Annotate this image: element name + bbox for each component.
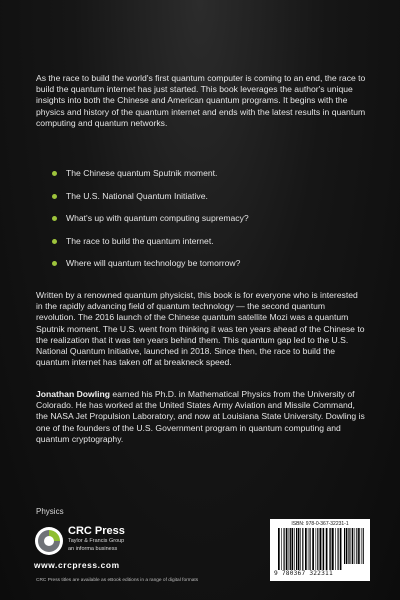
price-barcode-icon (344, 528, 364, 564)
barcode-digits: 9 780367 322311 (274, 570, 333, 577)
bullet-item (66, 191, 366, 202)
isbn-label: ISBN: 978-0-367-32231-1 (291, 521, 349, 527)
description-paragraph: Written by a renowned quantum physicist, this book is for everyone who is interested in the rapidly advancing field of quantum technology — the second quantum revolution. The 2016 launch of the Chinese quantum satellite Mozi was a quantum Sputnik moment. The U.S. went from thinking it was ten years ahead of the Chinese to the realization that it was ten years behind them. This quantum gap led to the U.S. National Quantum Initiative, launched in 2018. Since then, the race to build the quantum internet has taken off at breakneck speed. (36, 290, 365, 368)
barcode-icon (278, 528, 342, 570)
ebook-note: CRC Press titles are available as eBook editions in a range of digital formats (36, 578, 199, 583)
publisher-group: Taylor & Francis Group (68, 538, 125, 544)
feature-bullet-list (66, 168, 366, 281)
bullet-dot-icon (52, 194, 57, 199)
author-bio (36, 389, 366, 445)
description-intro: As the race to build the world's first quantum computer is coming to an end, the race to build the quantum internet has just started. This book leverages the author's unique insights into both the Chinese and American quantum programs. It begins with the physics and history of the quantum internet and ends with the latest results in quantum computing and quantum networks. (36, 73, 366, 128)
crc-press-logo-icon (34, 526, 64, 556)
bullet-dot-icon (52, 171, 57, 176)
publisher-name: CRC Press (68, 525, 125, 537)
subject-category: Physics (36, 507, 64, 516)
bullet-text: The U.S. National Quantum Initiative. (66, 190, 208, 201)
bullet-dot-icon (52, 261, 57, 266)
bullet-text: The race to build the quantum internet. (66, 235, 214, 246)
publisher-url: www.crcpress.com (34, 560, 120, 570)
bullet-text: The Chinese quantum Sputnik moment. (66, 168, 218, 178)
bullet-item (66, 213, 366, 224)
bullet-dot-icon (52, 239, 57, 244)
bullet-dot-icon (52, 216, 57, 221)
isbn-barcode-block (270, 519, 370, 581)
bullet-item (66, 258, 366, 269)
author-bio-text: earned his Ph.D. in Mathematical Physics from the University of Colorado. He has worked at the United States Army Aviation and Missile Command, the NASA Jet Propulsion Laboratory, and now at Louisiana State University. Dowling is one of the founders of the U.S. Government program in quantum computing and quantum cryptography. (36, 389, 365, 444)
bullet-text: What's up with quantum computing supremacy? (66, 213, 249, 224)
bullet-text: Where will quantum technology be tomorrow? (66, 258, 241, 269)
author-name: Jonathan Dowling (36, 389, 110, 399)
publisher-informa: an informa business (68, 546, 118, 552)
bullet-item (66, 236, 366, 247)
bullet-item (66, 168, 366, 179)
publisher-block (34, 522, 144, 572)
